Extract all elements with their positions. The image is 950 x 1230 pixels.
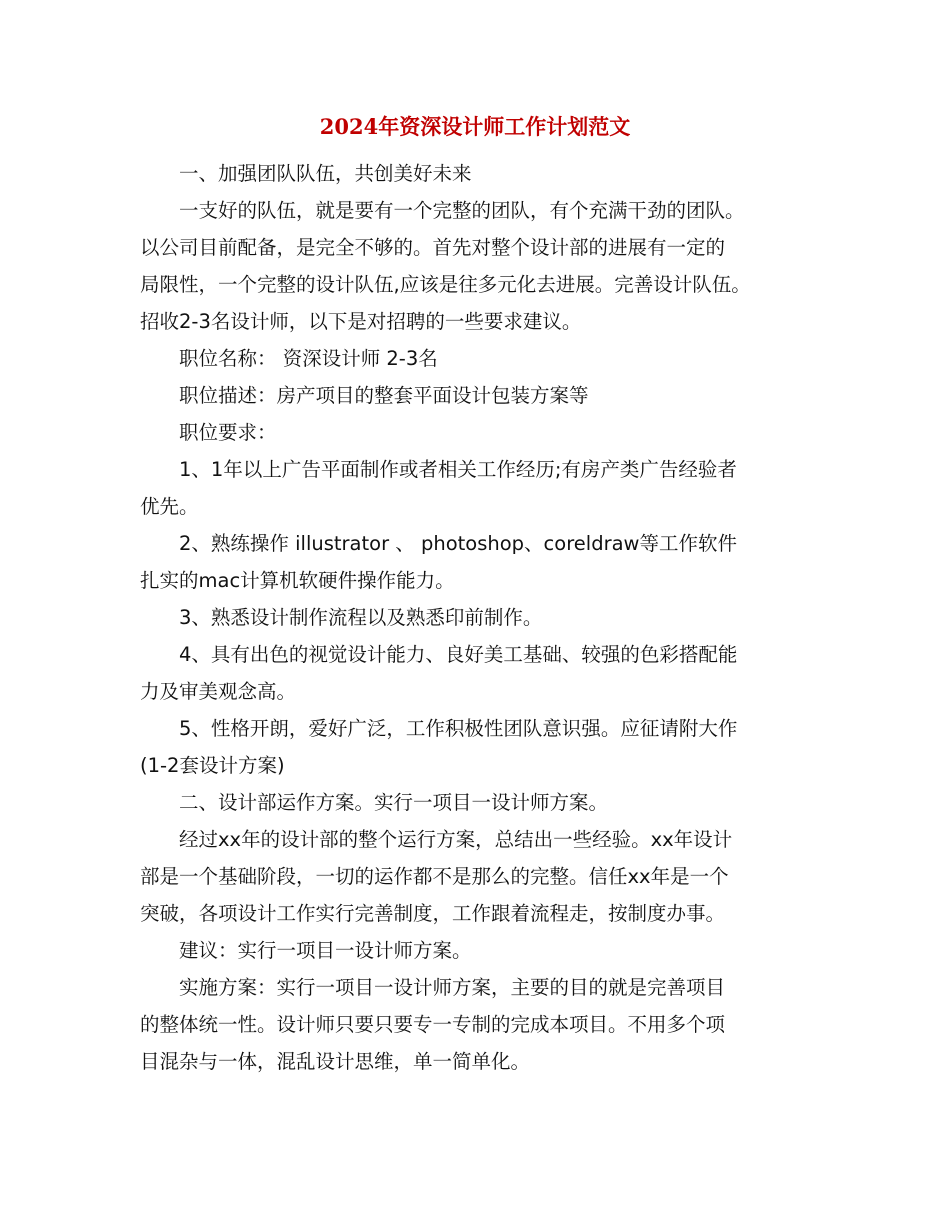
paragraph <box>140 784 820 821</box>
text-line: 招收2-3名设计师，以下是对招聘的一些要求建议。 <box>140 310 582 333</box>
text-line: 建议：实行一项目一设计师方案。 <box>179 939 472 962</box>
paragraph <box>140 821 820 932</box>
text-line: 1、1年以上广告平面制作或者相关工作经历;有房产类广告经验者 <box>179 458 737 481</box>
text-line: 扎实的mac计算机软硬件操作能力。 <box>140 569 455 592</box>
text-line: 职位描述：房产项目的整套平面设计包装方案等 <box>179 384 589 407</box>
paragraph <box>140 377 820 414</box>
paragraph <box>140 599 820 636</box>
paragraph <box>140 340 820 377</box>
text-line: 优先。 <box>140 495 199 518</box>
text-line: 的整体统一性。设计师只要只要专一专制的完成本项目。不用多个项 <box>140 1013 726 1036</box>
text-line: 职位名称： 资深设计师 2-3名 <box>179 347 438 370</box>
paragraph <box>140 710 820 784</box>
paragraph <box>140 155 820 192</box>
text-line: (1-2套设计方案) <box>140 754 285 777</box>
text-line: 3、熟悉设计制作流程以及熟悉印前制作。 <box>179 606 543 629</box>
text-line: 4、具有出色的视觉设计能力、良好美工基础、较强的色彩搭配能 <box>179 643 738 666</box>
text-line: 一、加强团队队伍，共创美好未来 <box>179 162 472 185</box>
text-line: 经过xx年的设计部的整个运行方案，总结出一些经验。xx年设计 <box>179 828 733 851</box>
text-line: 实施方案：实行一项目一设计师方案，主要的目的就是完善项目 <box>179 976 726 999</box>
document-body <box>140 155 820 1080</box>
text-line: 突破，各项设计工作实行完善制度，工作跟着流程走，按制度办事。 <box>140 902 726 925</box>
text-line: 职位要求： <box>179 421 277 444</box>
text-line: 二、设计部运作方案。实行一项目一设计师方案。 <box>179 791 609 814</box>
text-line: 力及审美观念高。 <box>140 680 297 703</box>
text-line: 部是一个基础阶段，一切的运作都不是那么的完整。信任xx年是一个 <box>140 865 729 888</box>
paragraph <box>140 414 820 451</box>
paragraph <box>140 192 820 340</box>
paragraph <box>140 451 820 525</box>
paragraph <box>140 525 820 599</box>
text-line: 目混杂与一体，混乱设计思维，单一简单化。 <box>140 1050 531 1073</box>
paragraph <box>140 969 820 1080</box>
text-line: 5、性格开朗，爱好广泛，工作积极性团队意识强。应征请附大作 <box>179 717 738 740</box>
paragraph <box>140 932 820 969</box>
document-title: 2024年资深设计师工作计划范文 <box>319 114 631 139</box>
text-line: 2、熟练操作 illustrator 、 photoshop、coreldraw等工作软件 <box>179 532 737 555</box>
paragraph <box>140 636 820 710</box>
text-line: 一支好的队伍，就是要有一个完整的团队，有个充满干劲的团队。 <box>179 199 745 222</box>
text-line: 以公司目前配备，是完全不够的。首先对整个设计部的进展有一定的 <box>140 236 726 259</box>
text-line: 局限性，一个完整的设计队伍,应该是往多元化去进展。完善设计队伍。 <box>140 273 751 296</box>
